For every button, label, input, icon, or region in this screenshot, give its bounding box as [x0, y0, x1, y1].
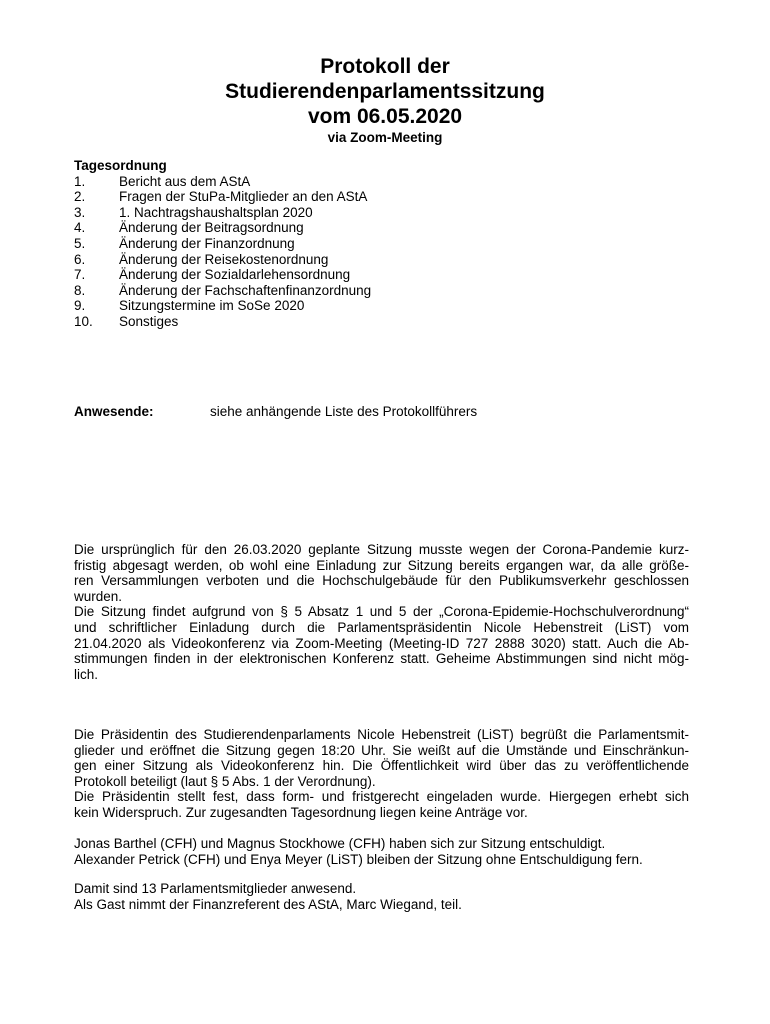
agenda-list — [74, 174, 694, 330]
paragraph-line: glieder und eröffnet die Sitzung gegen 18:20 Uhr. Sie weißt auf die Umstände und Einschränkun- — [74, 742, 689, 758]
agenda-item-text: 1. Nachtragshaushaltsplan 2020 — [119, 204, 313, 220]
agenda-item-number: 6. — [74, 251, 86, 267]
agenda-item — [74, 267, 694, 283]
excused-paragraph — [74, 836, 689, 867]
title-block — [0, 54, 770, 147]
agenda-item — [74, 236, 694, 252]
attendees-label: Anwesende: — [74, 404, 154, 419]
paragraph-line: Die Präsidentin stellt fest, dass form- und fristgerecht eingeladen wurde. Hiergegen erhebt sich — [74, 789, 689, 805]
paragraph-line: gen einer Sitzung als Videokonferenz hin. Die Öffentlichkeit wird über das zu veröffentlichende — [74, 758, 689, 774]
quorum-paragraph — [74, 881, 689, 912]
paragraph-line: Die Sitzung findet aufgrund von § 5 Absatz 1 und 5 der „Corona-Epidemie-Hochschulverordnung“ — [74, 604, 689, 620]
paragraph-line: Jonas Barthel (CFH) und Magnus Stockhowe (CFH) haben sich zur Sitzung entschuldigt. — [74, 836, 606, 851]
agenda-item-number: 4. — [74, 220, 86, 236]
agenda-item-text: Änderung der Reisekostenordnung — [119, 251, 329, 267]
paragraph-line: wurden. — [74, 588, 123, 604]
agenda-item-number: 5. — [74, 235, 86, 251]
paragraph-line: Die Präsidentin des Studierendenparlaments Nicole Hebenstreit (LiST) begrüßt die Parlamentsmit- — [74, 727, 689, 742]
agenda-item-number: 1. — [74, 173, 86, 189]
agenda-item — [74, 174, 694, 190]
agenda-item — [74, 189, 694, 205]
agenda-item — [74, 205, 694, 221]
agenda-item-number: 10. — [74, 313, 93, 329]
paragraph-line: 21.04.2020 als Videokonferenz via Zoom-Meeting (Meeting-ID 727 2888 3020) statt. Auch die Ab- — [74, 635, 689, 651]
paragraph-line: Als Gast nimmt der Finanzreferent des AStA, Marc Wiegand, teil. — [74, 896, 462, 912]
agenda-section — [74, 158, 694, 330]
subtitle: via Zoom-Meeting — [327, 130, 443, 145]
agenda-heading: Tagesordnung — [74, 158, 167, 173]
agenda-item — [74, 252, 694, 268]
paragraph-line: Protokoll beteiligt (laut § 5 Abs. 1 der Verordnung). — [74, 773, 376, 789]
agenda-item-text: Bericht aus dem AStA — [119, 173, 251, 189]
agenda-item-text: Änderung der Fachschaftenfinanzordnung — [119, 282, 372, 298]
paragraph-line: Die ursprünglich für den 26.03.2020 geplante Sitzung musste wegen der Corona-Pandemie kurz- — [74, 542, 689, 557]
intro-paragraph — [74, 542, 689, 682]
agenda-item-number: 3. — [74, 204, 86, 220]
agenda-item-text: Änderung der Finanzordnung — [119, 235, 295, 251]
paragraph-line: Damit sind 13 Parlamentsmitglieder anwesend. — [74, 881, 357, 896]
agenda-item — [74, 220, 694, 236]
agenda-item-text: Fragen der StuPa-Mitglieder an den AStA — [119, 189, 368, 205]
paragraph-line: Alexander Petrick (CFH) und Enya Meyer (LiST) bleiben der Sitzung ohne Entschuldigung fern. — [74, 851, 643, 867]
title-line-2: Studierendenparlamentssitzung — [225, 80, 545, 103]
agenda-item — [74, 298, 694, 314]
agenda-item — [74, 314, 694, 330]
paragraph-line: kein Widerspruch. Zur zugesandten Tagesordnung liegen keine Anträge vor. — [74, 804, 528, 820]
agenda-item-text: Sitzungstermine im SoSe 2020 — [119, 298, 305, 314]
paragraph-line: und schriftlicher Einladung durch die Parlamentspräsidentin Nicole Hebenstreit (LiST) vom — [74, 619, 689, 635]
agenda-item-number: 9. — [74, 298, 86, 314]
agenda-item-text: Änderung der Beitragsordnung — [119, 220, 304, 236]
agenda-item-text: Sonstiges — [119, 313, 179, 329]
paragraph-line: stimmungen finden in der elektronischen Konferenz statt. Geheime Abstimmungen sind nicht mög- — [74, 651, 689, 667]
agenda-item-text: Änderung der Sozialdarlehensordnung — [119, 267, 351, 283]
paragraph-line: fristig abgesagt werden, ob wohl eine Einladung zur Sitzung bereits ergangen war, da alle größe- — [74, 557, 689, 573]
attendees-value: siehe anhängende Liste des Protokollführers — [210, 404, 478, 419]
agenda-item-number: 8. — [74, 282, 86, 298]
agenda-item-number: 2. — [74, 189, 86, 205]
agenda-item — [74, 283, 694, 299]
paragraph-line: lich. — [74, 666, 99, 682]
paragraph-line: ren Versammlungen verboten und die Hochschulgebäude für den Publikumsverkehr geschlossen — [74, 573, 689, 589]
agenda-item-number: 7. — [74, 267, 86, 283]
title-line-3: vom 06.05.2020 — [307, 105, 463, 128]
opening-paragraph — [74, 727, 689, 821]
attendees-row — [74, 404, 477, 420]
title-line-1: Protokoll der — [320, 55, 450, 78]
